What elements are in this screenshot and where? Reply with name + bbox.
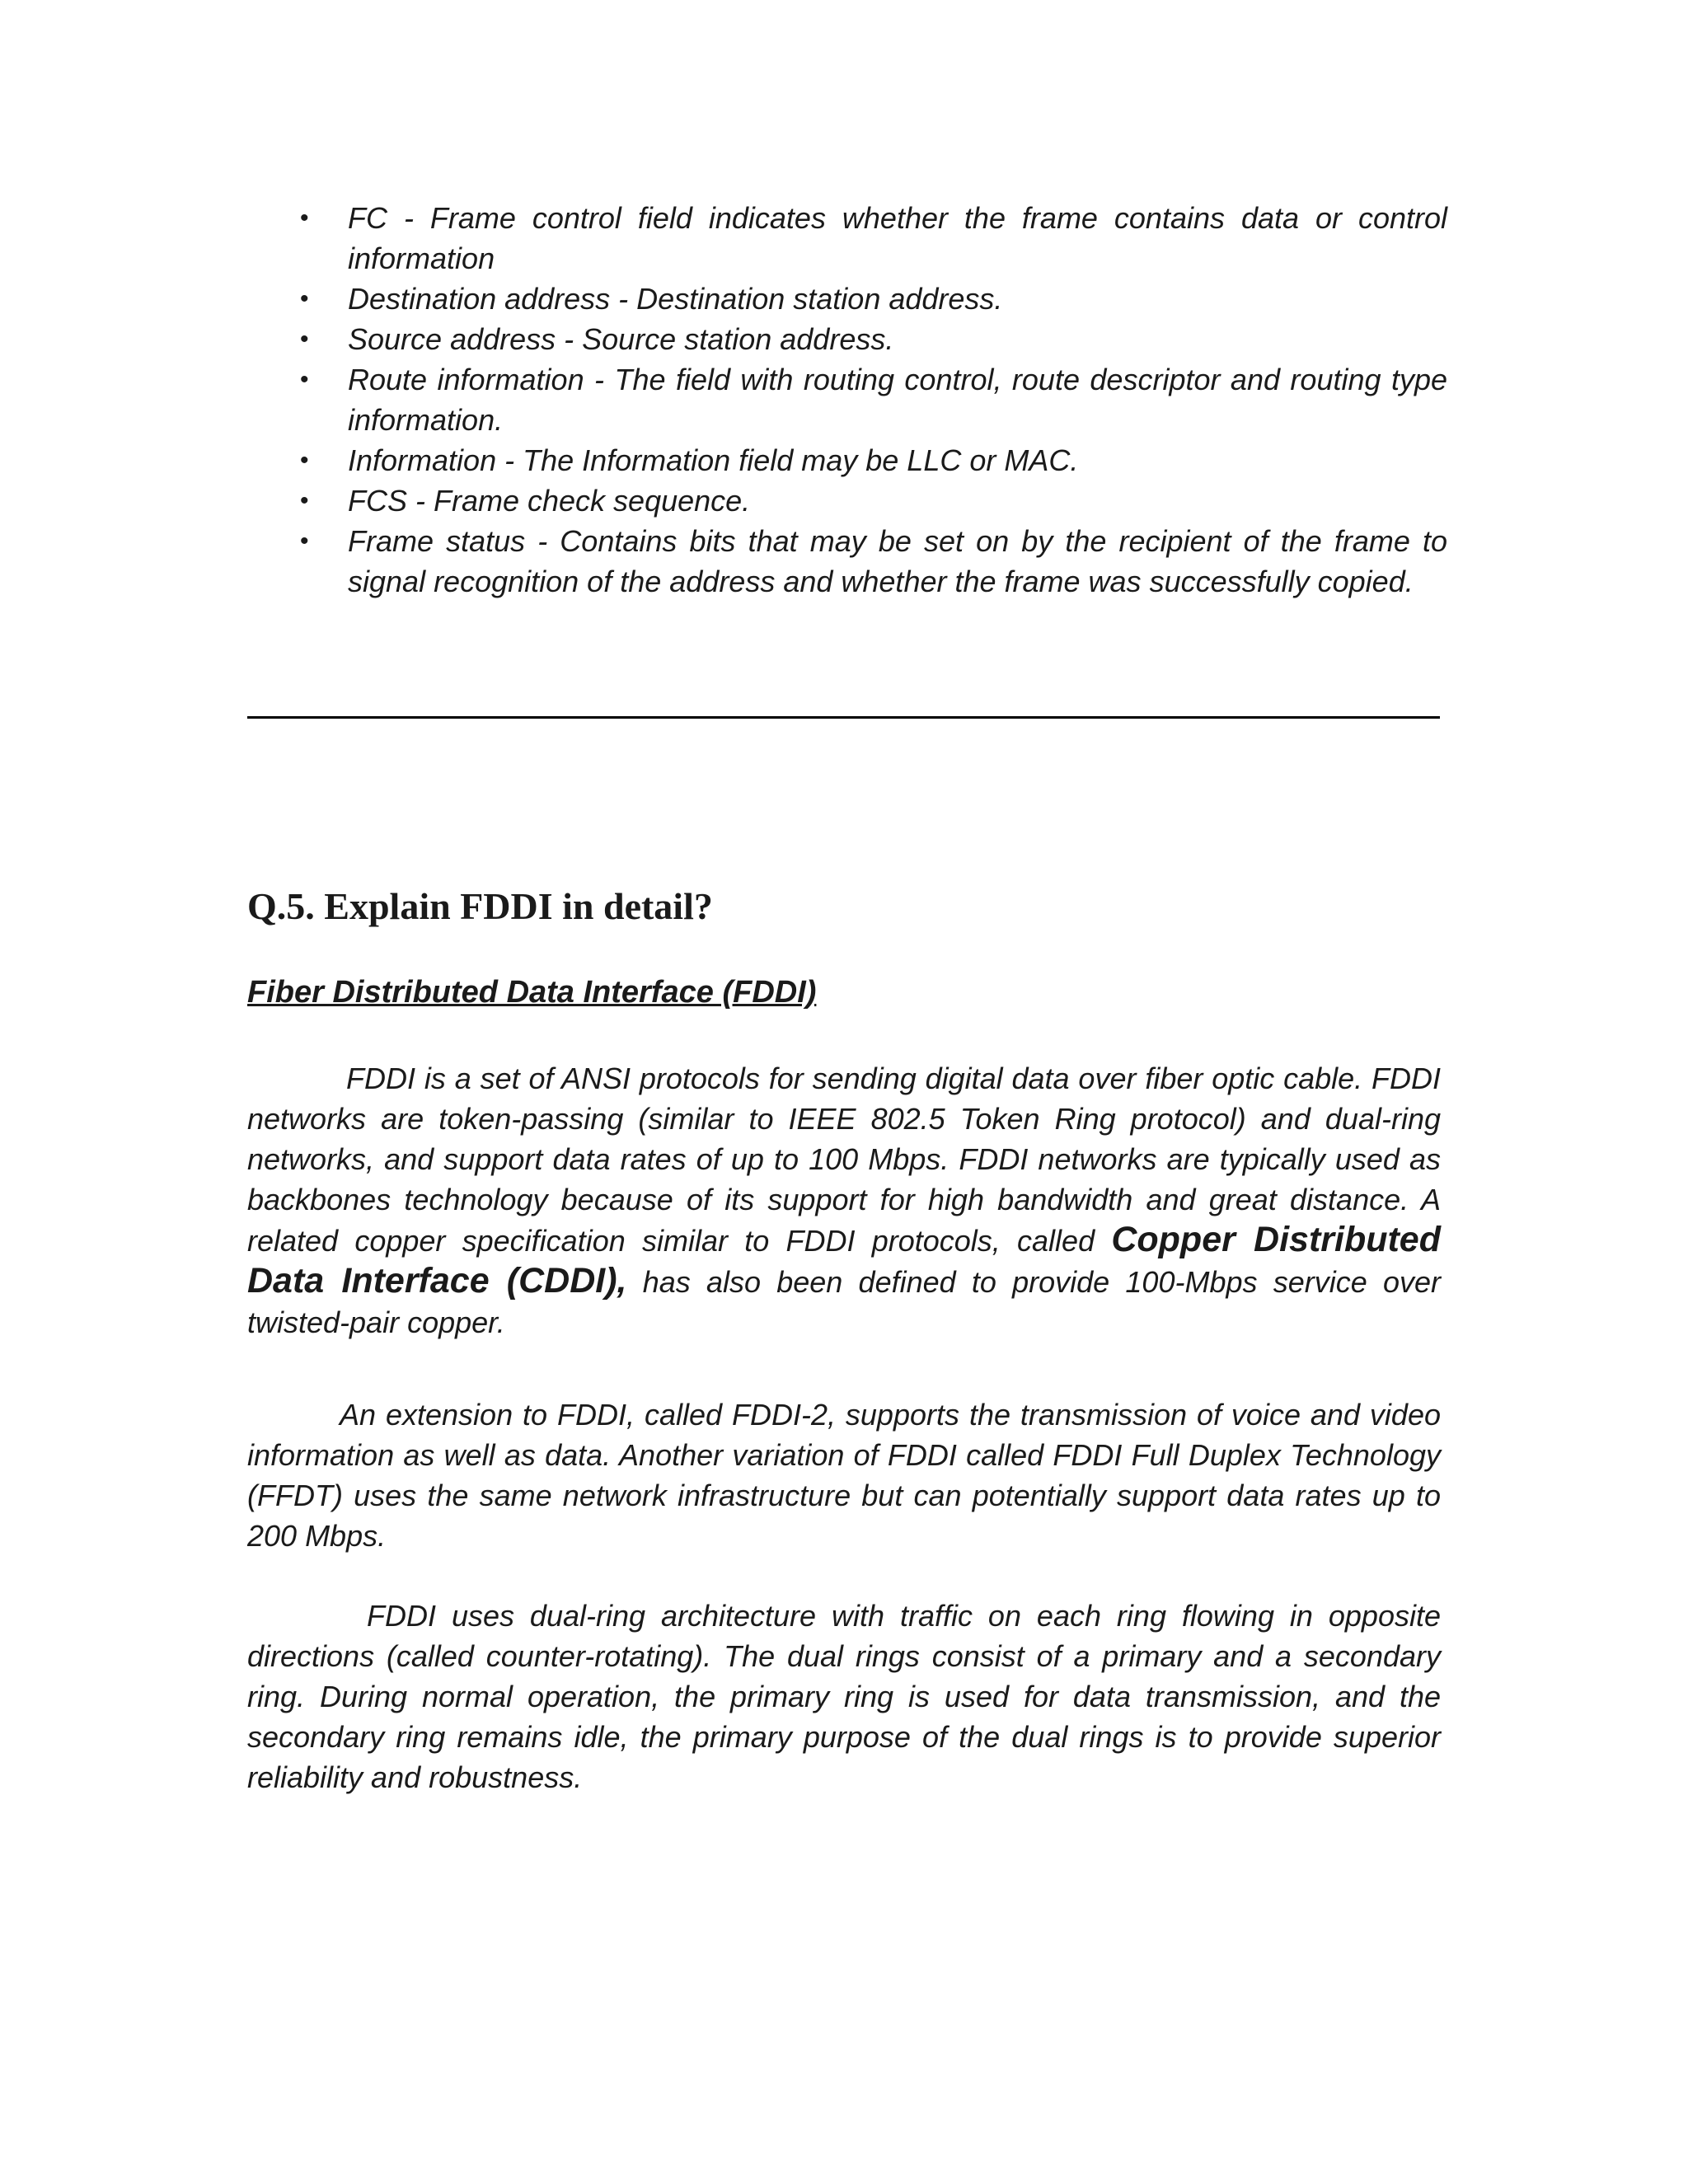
section-divider	[247, 716, 1440, 719]
list-item-text: Information - The Information field may be LLC or MAC.	[348, 443, 1079, 477]
emphasized-term: Copper Distributed Data Interface (CDDI),	[247, 1220, 1441, 1301]
list-item-text: Frame status - Contains bits that may be set on by the recipient of the frame to signal recognition of the address and whether the frame was successfully copied.	[348, 524, 1447, 598]
bullet-icon: •	[300, 204, 309, 232]
list-item-text: FCS - Frame check sequence.	[348, 484, 751, 518]
bullet-icon: •	[300, 366, 309, 393]
bullet-icon: •	[300, 447, 309, 474]
list-item	[295, 521, 1447, 602]
question-heading: Q.5. Explain FDDI in detail?	[247, 885, 713, 927]
bullet-icon: •	[300, 527, 309, 555]
bullet-icon: •	[300, 285, 309, 312]
list-item-text: Source address - Source station address.	[348, 322, 894, 356]
paragraph-fddi-intro	[247, 1058, 1441, 1343]
bullet-icon: •	[300, 326, 309, 353]
frame-field-list	[295, 198, 1447, 602]
paragraph-dual-ring: FDDI uses dual-ring architecture with traffic on each ring flowing in opposite directions (called counter-rotating). The dual rings consist of a primary and a secondary ring. During normal operation, the primary ring is used for data transmission, and the secondary ring remains idle, the primary purpose of the dual rings is to provide superior reliability and robustness.	[247, 1599, 1441, 1794]
list-item-text: Route information - The field with routing control, route descriptor and routing type information.	[348, 363, 1447, 437]
list-item	[295, 319, 1447, 359]
list-item	[295, 480, 1447, 521]
section-subheading: Fiber Distributed Data Interface (FDDI)	[247, 975, 817, 1010]
paragraph-fddi-extension: An extension to FDDI, called FDDI-2, supports the transmission of voice and video information as well as data. Another variation of FDDI called FDDI Full Duplex Technology (FFDT) uses the same network infrastructure but can potentially support data rates up to 200 Mbps.	[247, 1398, 1441, 1553]
paragraph-text: FDDI is a set of ANSI protocols for sending digital data over fiber optic cable. FDDI networks are token-passing (similar to IEEE 802.5 Token Ring protocol) and dual-ring networks, and support data rates of up to 100 Mbps. FDDI networks are typically used as backbones technology because of its support for high bandwidth and great distance. A related copper specification similar to FDDI protocols, called	[247, 1062, 1441, 1258]
list-item-text: Destination address - Destination station address.	[348, 282, 1003, 316]
list-item	[295, 440, 1447, 480]
list-item-text: FC - Frame control field indicates whether the frame contains data or control information	[348, 201, 1447, 275]
list-item	[295, 198, 1447, 279]
list-item	[295, 359, 1447, 440]
bullet-icon: •	[300, 487, 309, 514]
list-item	[295, 279, 1447, 319]
paragraph-text: has also been defined to provide 100-Mbps service over twisted-pair copper.	[247, 1265, 1442, 1339]
